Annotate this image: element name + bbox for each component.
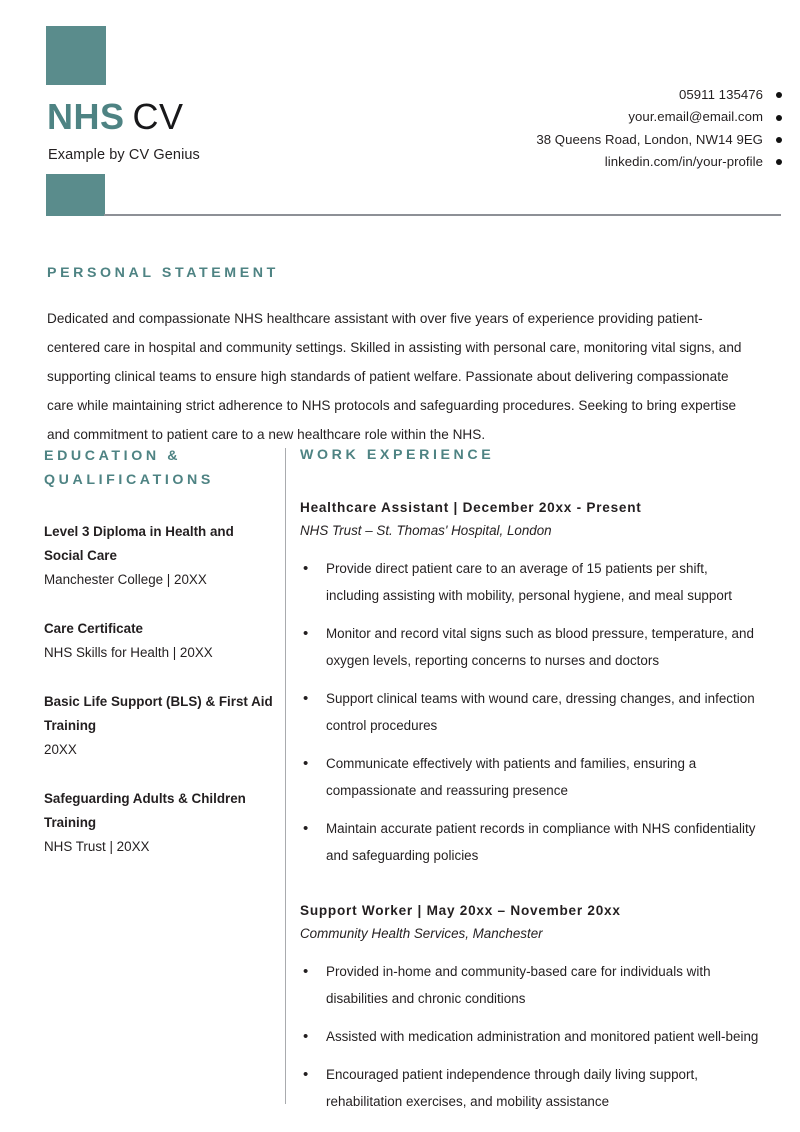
bullet-dot-icon: •: [303, 755, 309, 772]
education-entry: [44, 617, 276, 665]
education-entry: [44, 690, 276, 762]
job-organisation: NHS Trust – St. Thomas' Hospital, London: [300, 523, 552, 538]
education-entry-title: Level 3 Diploma in Health and Social Care: [44, 524, 234, 563]
work-experience-heading: WORK EXPERIENCE: [300, 447, 495, 463]
contact-linkedin-text: linkedin.com/in/your-profile: [604, 154, 763, 170]
bullet-dot-icon: •: [303, 820, 309, 837]
work-experience-section: [300, 444, 760, 1115]
header-divider: [104, 214, 781, 216]
contact-bullet-icon: [776, 137, 782, 143]
bullet-dot-icon: •: [303, 1028, 309, 1045]
education-heading: EDUCATION & QUALIFICATIONS: [44, 448, 214, 488]
personal-statement-body: Dedicated and compassionate NHS healthcare assistant with over five years of experience providing patient-centered care in hospital and community settings. Skilled in assisting with personal care, monitoring vital signs, and supporting clinical teams to ensure high standards of patient welfare. Passionate about delivering compassionate care while maintaining strict adherence to NHS protocols and safeguarding procedures. Seeking to bring expertise and commitment to patient care to a new healthcare role within the NHS.: [47, 311, 742, 442]
education-list: [44, 520, 276, 859]
job-bullet: [300, 685, 760, 739]
job-bullet-text: Encouraged patient independence through daily living support, rehabilitation exercises, and mobility assistance: [326, 1067, 698, 1109]
job-entry: [300, 900, 760, 1115]
job-bullet-text: Provide direct patient care to an average of 15 patients per shift, including assisting with mobility, personal hygiene, and meal support: [326, 561, 733, 603]
contact-item-email[interactable]: [536, 106, 782, 128]
job-bullet: [300, 750, 760, 804]
wordmark-primary: NHS: [47, 96, 125, 137]
education-entry: [44, 787, 276, 859]
job-title: Support Worker | May 20xx – November 20xx: [300, 903, 621, 918]
job-entry: [300, 497, 760, 869]
education-entry-meta: 20XX: [44, 742, 77, 757]
accent-block-top-icon: [46, 26, 106, 85]
contact-bullet-icon: [776, 92, 782, 98]
job-bullet-text: Communicate effectively with patients and families, ensuring a compassionate and reassuring presence: [326, 756, 697, 798]
education-entry-meta: NHS Trust | 20XX: [44, 839, 150, 854]
bullet-dot-icon: •: [303, 963, 309, 980]
bullet-dot-icon: •: [303, 560, 309, 577]
bullet-dot-icon: •: [303, 690, 309, 707]
job-title: Healthcare Assistant | December 20xx - Present: [300, 500, 642, 515]
wordmark-secondary: CV: [132, 96, 184, 137]
contact-item-linkedin[interactable]: [536, 151, 782, 173]
bullet-dot-icon: •: [303, 1066, 309, 1083]
job-bullet-text: Monitor and record vital signs such as blood pressure, temperature, and oxygen levels, reporting concerns to nurses and doctors: [326, 626, 754, 668]
contact-phone-text: 05911 135476: [679, 87, 763, 102]
cv-subtitle: Example by CV Genius: [48, 147, 200, 163]
job-bullet-text: Provided in-home and community-based care for individuals with disabilities and chronic conditions: [326, 964, 711, 1006]
job-bullet-list: [300, 555, 760, 869]
education-entry-meta: Manchester College | 20XX: [44, 572, 207, 587]
contact-bullet-icon: [776, 159, 782, 165]
cv-wordmark: [47, 97, 184, 137]
job-bullet-text: Maintain accurate patient records in compliance with NHS confidentiality and safeguarding policies: [326, 821, 756, 863]
column-divider: [285, 448, 286, 1104]
job-bullet-text: Assisted with medication administration and monitored patient well-being: [326, 1029, 759, 1044]
contact-item-phone[interactable]: [536, 84, 782, 106]
job-bullet: [300, 555, 760, 609]
bullet-dot-icon: •: [303, 625, 309, 642]
job-bullet-text: Support clinical teams with wound care, dressing changes, and infection control procedures: [326, 691, 755, 733]
job-bullet: [300, 958, 760, 1012]
education-entry-meta: NHS Skills for Health | 20XX: [44, 645, 213, 660]
contact-bullet-icon: [776, 115, 782, 121]
job-bullet: [300, 1023, 760, 1050]
job-bullet: [300, 1061, 760, 1115]
job-bullet-list: [300, 958, 760, 1115]
job-bullet: [300, 620, 760, 674]
education-section: [44, 444, 276, 859]
education-entry: [44, 520, 276, 592]
education-entry-title: Basic Life Support (BLS) & First Aid Training: [44, 694, 273, 733]
education-entry-title: Care Certificate: [44, 621, 143, 636]
contact-item-address[interactable]: [536, 129, 782, 151]
education-entry-title: Safeguarding Adults & Children Training: [44, 791, 246, 830]
job-list: [300, 497, 760, 1115]
contact-list: [536, 84, 782, 174]
personal-statement-heading: PERSONAL STATEMENT: [47, 265, 279, 281]
personal-statement-section: [47, 262, 747, 449]
job-bullet: [300, 815, 760, 869]
contact-email-text: your.email@email.com: [628, 109, 763, 125]
contact-address-text: 38 Queens Road, London, NW14 9EG: [536, 131, 763, 147]
job-organisation: Community Health Services, Manchester: [300, 926, 543, 941]
accent-block-bottom-icon: [46, 174, 105, 216]
